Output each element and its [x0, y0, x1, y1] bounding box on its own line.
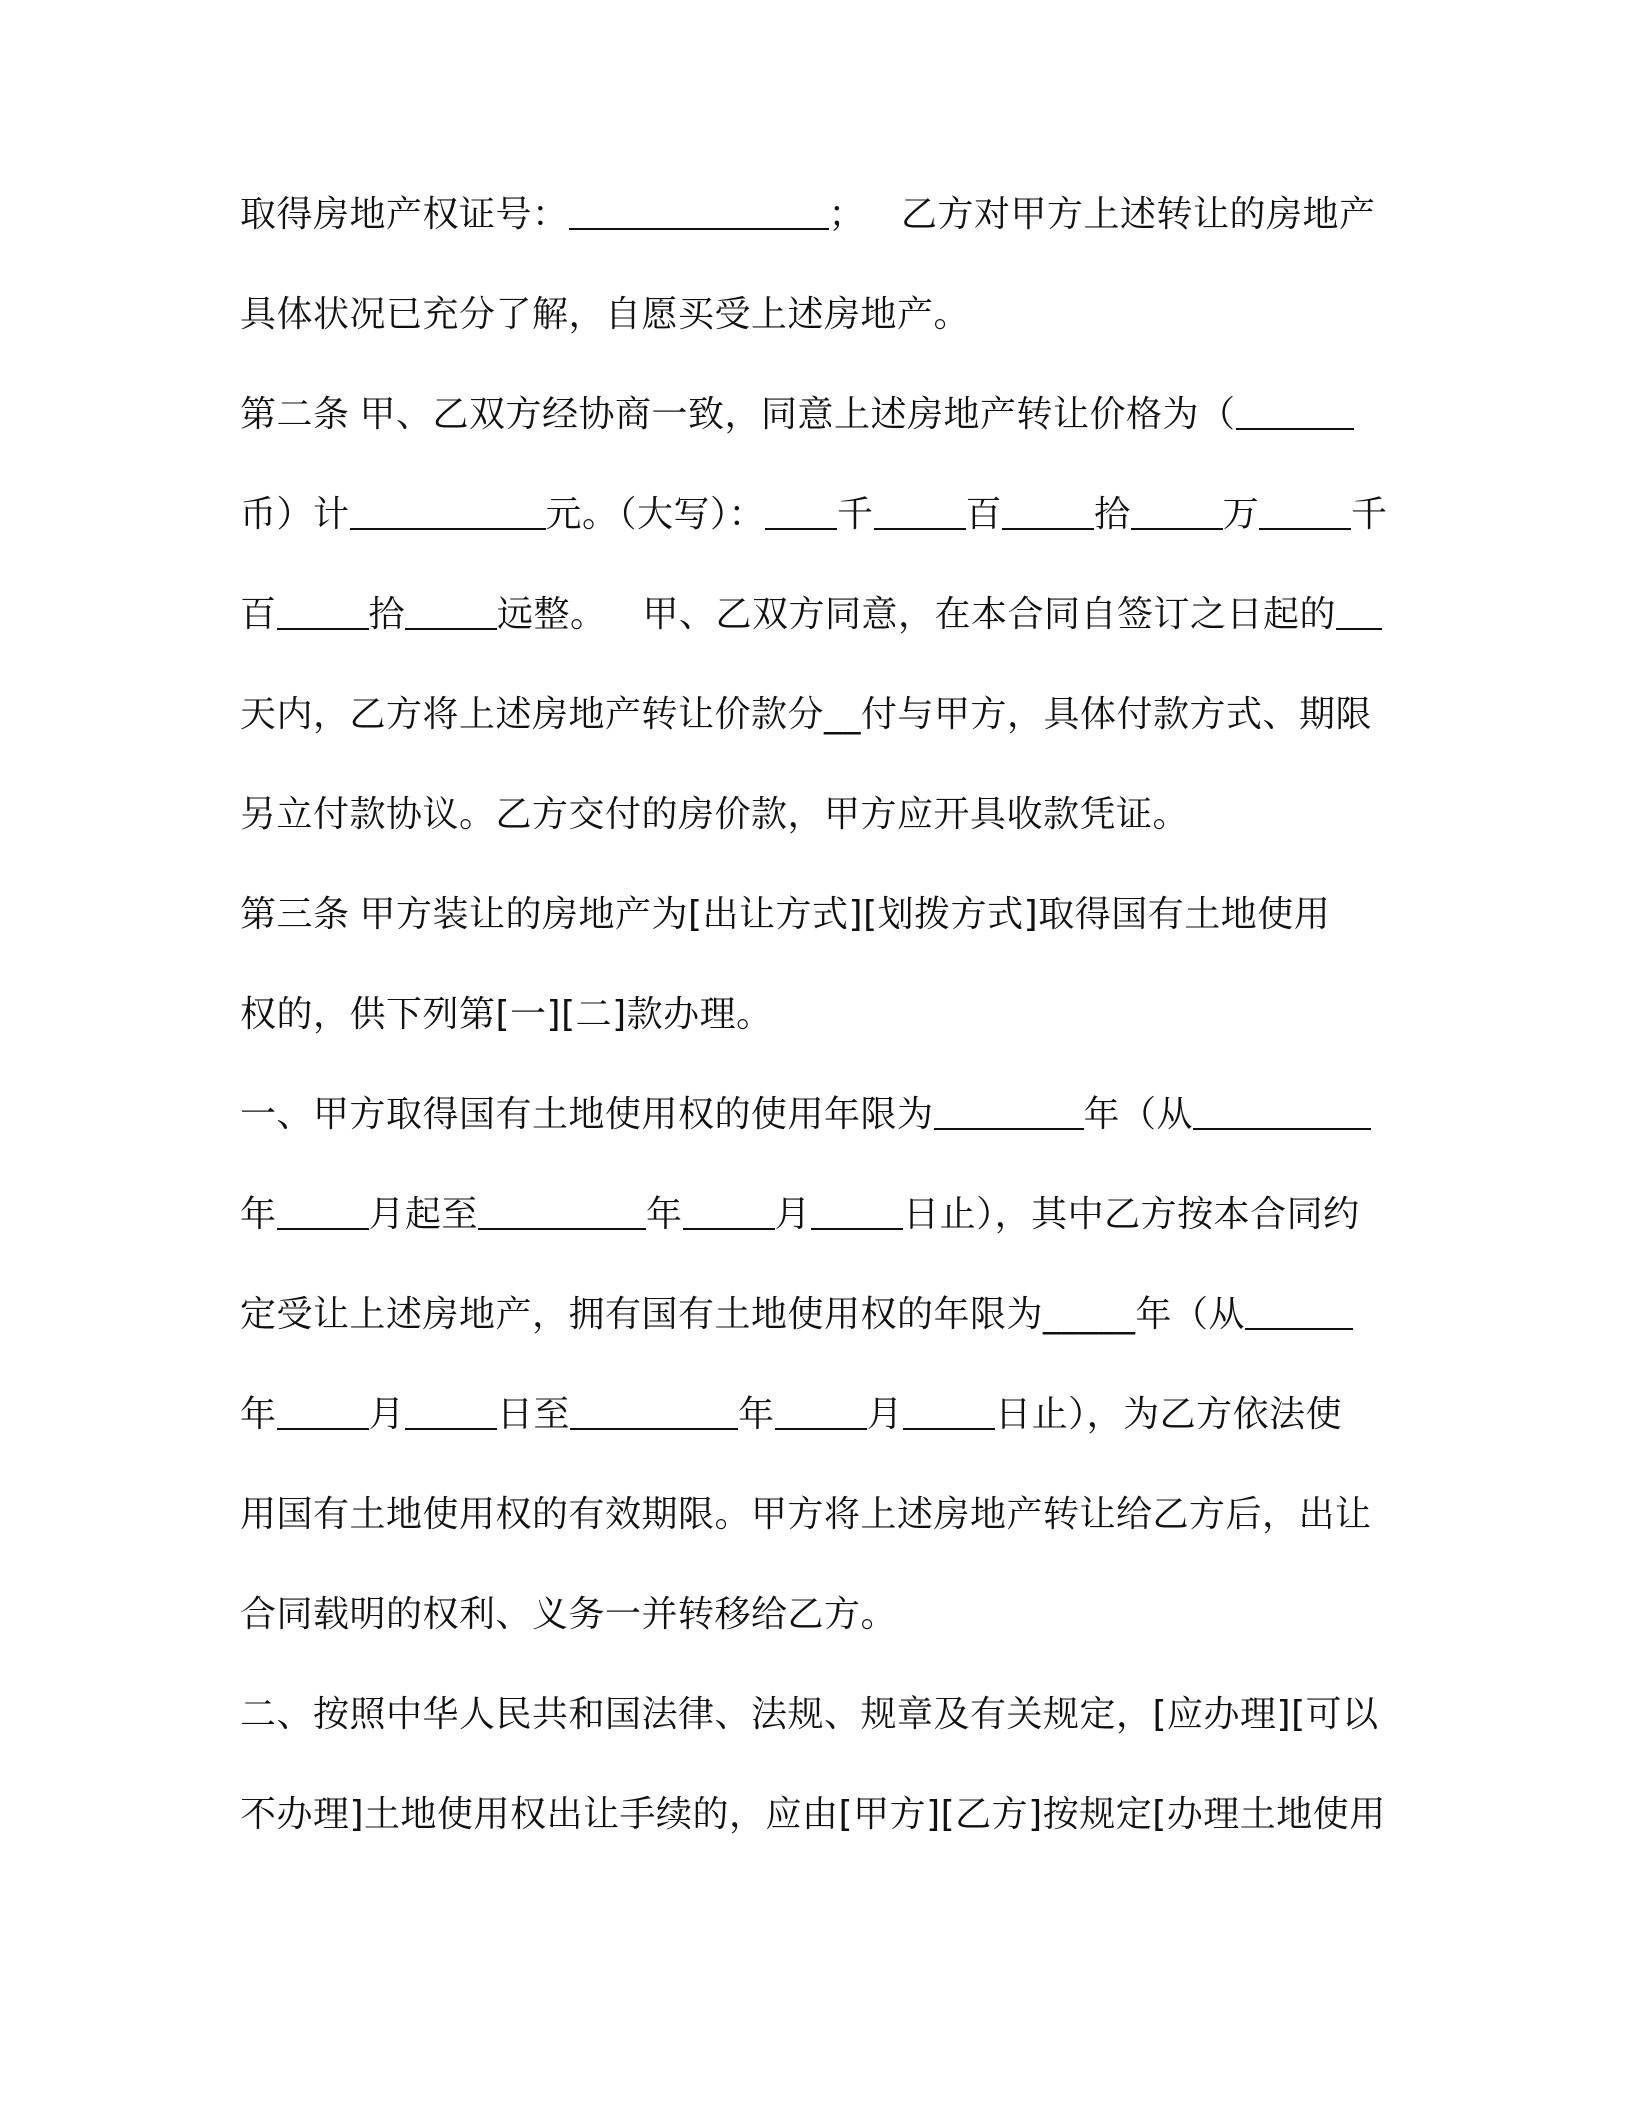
text-segment: ；	[828, 194, 866, 235]
fill-blank	[1193, 1127, 1371, 1130]
text-segment: 日至	[497, 1394, 571, 1435]
text-segment: 一、甲方取得国有土地使用权的使用年限为	[240, 1094, 934, 1135]
fill-blank	[1002, 527, 1094, 530]
text-segment: 拾	[1094, 494, 1131, 535]
text-line-7	[240, 785, 1390, 845]
fill-blank	[874, 527, 966, 530]
text-segment: 月	[774, 1194, 812, 1235]
text-segment: 年	[240, 1394, 277, 1435]
text-segment: 合同载明的权利、义务一并转移给乙方。	[240, 1594, 898, 1635]
fill-blank	[1259, 527, 1351, 530]
text-line-16	[240, 1685, 1390, 1745]
fill-blank	[569, 227, 829, 230]
text-segment: 币）计	[240, 494, 350, 535]
fill-blank	[1131, 527, 1223, 530]
fill-blank	[570, 1427, 738, 1430]
text-segment: 甲、乙双方同意，在本合同自签订之日起的	[642, 594, 1337, 635]
text-segment: 年（从	[1083, 1094, 1194, 1135]
fill-blank	[405, 1427, 497, 1430]
text-segment: 年	[240, 1194, 277, 1235]
fill-blank	[405, 627, 497, 630]
text-line-8	[240, 885, 1390, 945]
text-segment: 二、按照中华人民共和国法律、法规、规章及有关规定，[应办理][可以	[240, 1694, 1379, 1735]
fill-blank	[350, 527, 546, 530]
text-line-15	[240, 1585, 1390, 1645]
text-segment: 具体状况已充分了解，自愿买受上述房地产。	[240, 294, 971, 335]
text-segment: 日止），为乙方依法使	[995, 1394, 1343, 1435]
text-segment: 日止），其中乙方按本合同约	[903, 1194, 1360, 1235]
text-line-2	[240, 285, 1390, 345]
text-line-14	[240, 1485, 1390, 1545]
text-segment: 百	[965, 494, 1003, 535]
text-line-10	[240, 1085, 1390, 1145]
text-segment: 甲、乙双方经协商一致，同意上述房地产转让价格为（	[359, 394, 1236, 435]
text-line-11	[240, 1185, 1390, 1245]
text-segment: 月	[368, 1394, 406, 1435]
text-segment: 甲方装让的房地产为[出让方式][划拨方式]取得国有土地使用	[359, 894, 1331, 935]
text-segment: 拾	[368, 594, 406, 635]
text-segment: 千	[837, 494, 874, 535]
text-segment: 定受让上述房地产，拥有国有土地使用权的年限为_____年（从	[240, 1294, 1246, 1335]
text-segment: 权的，供下列第[一][二]款办理。	[240, 994, 773, 1035]
fill-blank	[934, 1127, 1084, 1130]
text-segment: 远整。	[497, 594, 607, 635]
text-line-4	[240, 485, 1390, 545]
fill-blank	[903, 1427, 995, 1430]
fill-blank	[683, 1227, 775, 1230]
text-segment: 年	[646, 1194, 683, 1235]
fill-blank	[765, 527, 837, 530]
text-segment: 月	[866, 1394, 904, 1435]
text-segment: 天内，乙方将上述房地产转让价款分__付与甲方，具体付款方式、期限	[240, 694, 1373, 735]
text-segment: 元。（大写）：	[545, 494, 766, 535]
text-line-3	[240, 385, 1390, 445]
text-segment: 千	[1351, 494, 1388, 535]
fill-blank	[277, 627, 369, 630]
text-segment: 百	[240, 594, 277, 635]
fill-blank	[1236, 427, 1354, 430]
text-segment: 年	[738, 1394, 775, 1435]
fill-blank	[1245, 1327, 1353, 1330]
text-line-1	[240, 185, 1390, 245]
text-line-13	[240, 1385, 1390, 1445]
text-segment: 月起至	[368, 1194, 479, 1235]
text-line-17	[240, 1785, 1390, 1845]
fill-blank	[811, 1227, 903, 1230]
text-line-5	[240, 585, 1390, 645]
text-segment: 乙方对甲方上述转让的房地产	[901, 194, 1376, 235]
text-segment: 取得房地产权证号：	[240, 194, 569, 235]
fill-blank	[478, 1227, 646, 1230]
fill-blank	[277, 1427, 369, 1430]
text-line-9	[240, 985, 1390, 1045]
fill-blank	[1336, 627, 1382, 630]
article-label: 第三条	[240, 894, 350, 935]
fill-blank	[775, 1427, 867, 1430]
article-label: 第二条	[240, 394, 350, 435]
text-segment: 万	[1222, 494, 1260, 535]
text-line-6	[240, 685, 1390, 745]
text-segment: 不办理]土地使用权出让手续的，应由[甲方][乙方]按规定[办理土地使用	[240, 1794, 1386, 1835]
text-segment: 另立付款协议。乙方交付的房价款，甲方应开具收款凭证。	[240, 794, 1190, 835]
text-segment: 用国有土地使用权的有效期限。甲方将上述房地产转让给乙方后，出让	[240, 1494, 1372, 1535]
fill-blank	[277, 1227, 369, 1230]
text-line-12	[240, 1285, 1390, 1345]
